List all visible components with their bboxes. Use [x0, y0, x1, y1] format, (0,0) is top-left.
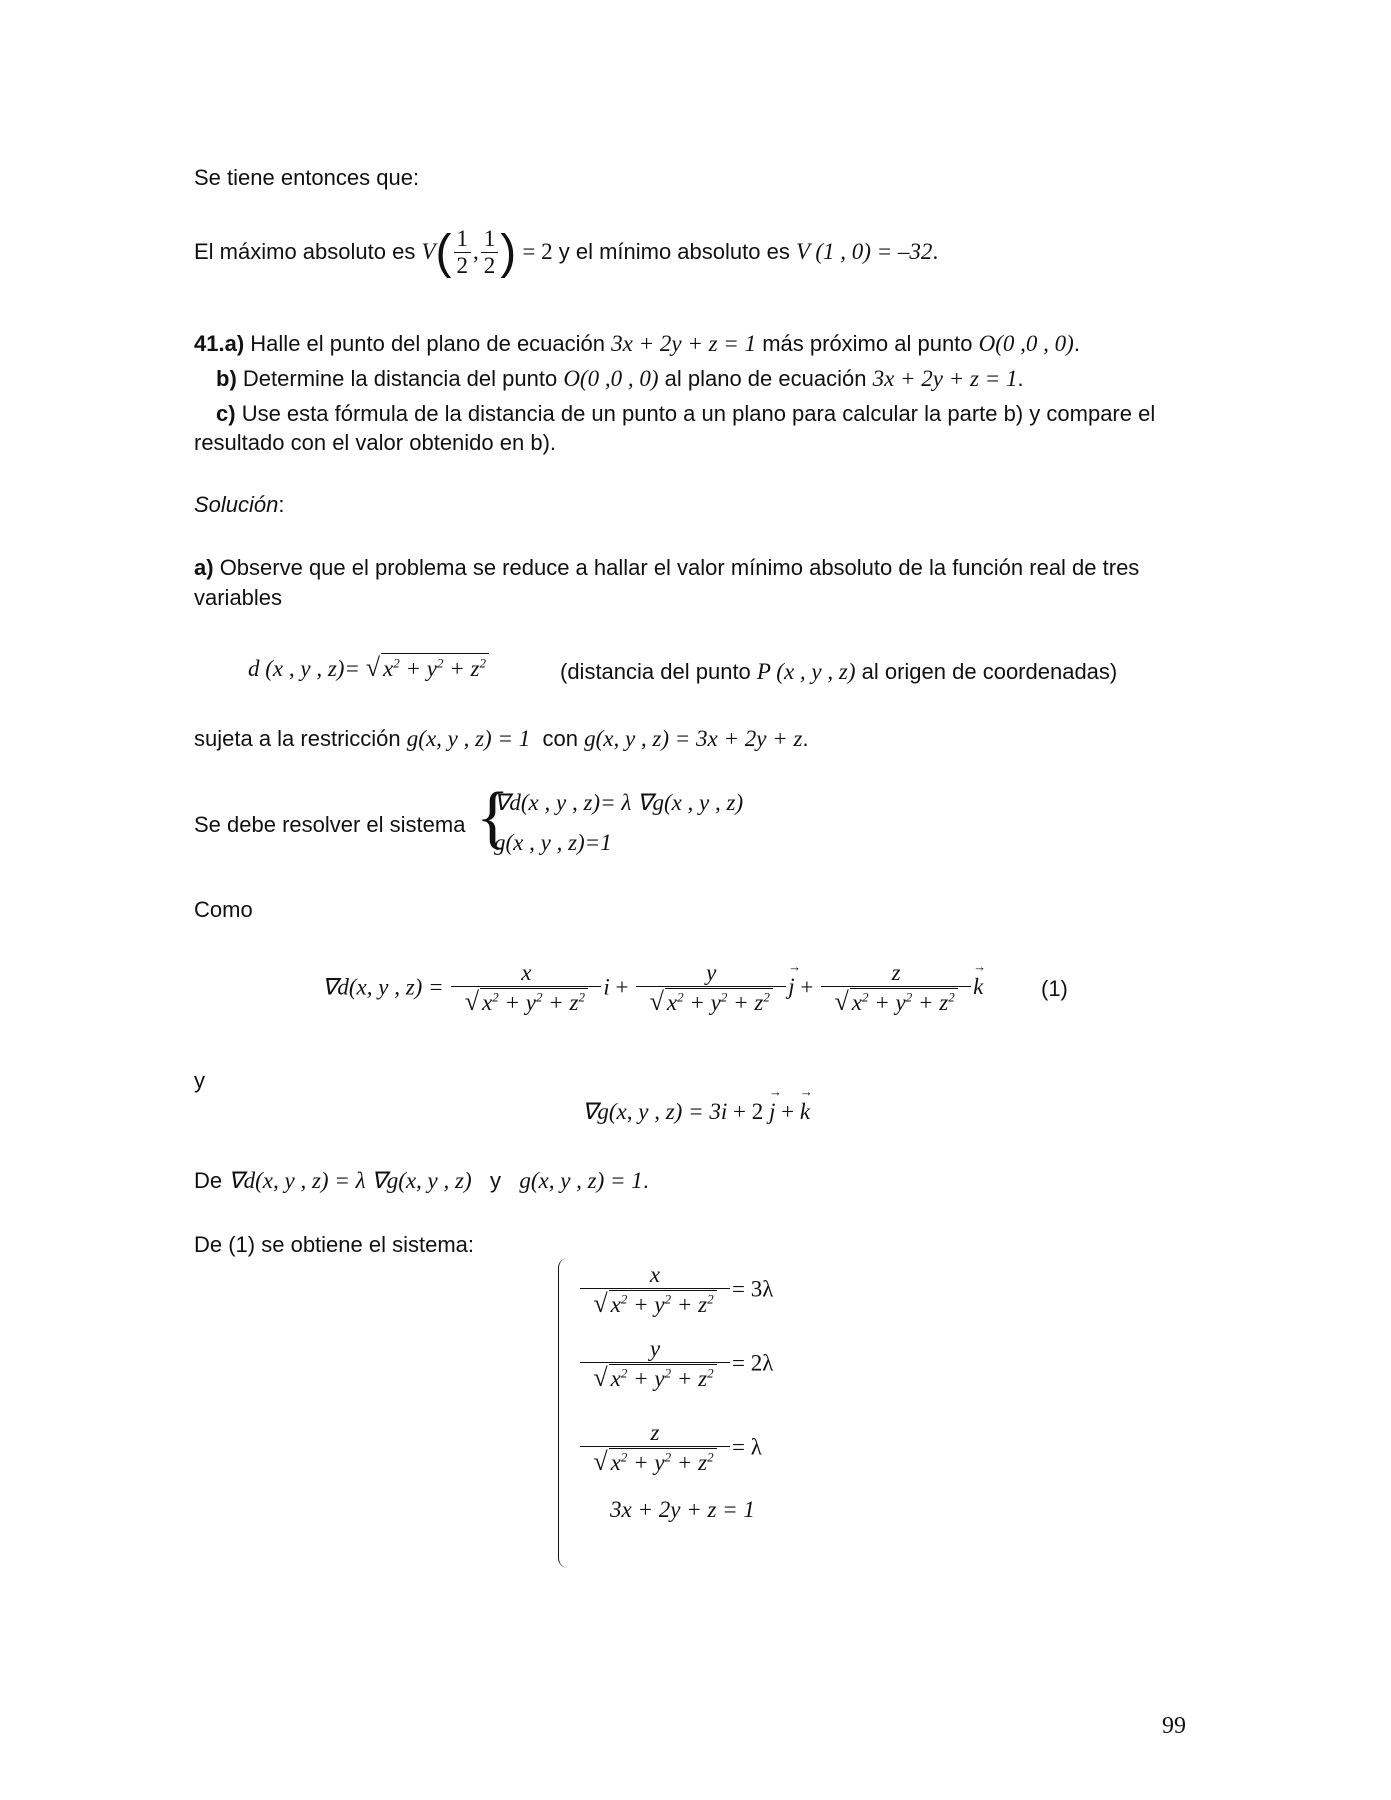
equation-tag-1: (1) [1041, 976, 1068, 1001]
problem-a-label: a) [224, 331, 245, 356]
point-p: P (x , y , z) [756, 659, 856, 684]
intro-text: Se tiene entonces que: [194, 165, 420, 190]
origin-point-b: O(0 ,0 , 0) [563, 366, 659, 391]
min-expr: V (1 , 0) = –32 [795, 238, 933, 264]
restriction-eq: g(x, y , z) = 1 [406, 726, 531, 751]
distance-function: d (x , y , z)= √ $x^2 + y^2 + z^2$ [248, 652, 489, 683]
system-eq-x: $\frac{x}{√ x^2 + y^2 + z^2}$ = 3λ [578, 1262, 773, 1319]
system-eq-y: $\frac{y}{√ x^2 + y^2 + z^2}$ = 2λ [578, 1336, 773, 1393]
part-a-label: a) [194, 555, 214, 580]
constraint-equation: g(x, y , z) = 1 [519, 1168, 643, 1193]
de-line: De ∇d(x, y , z) = λ ∇g(x, y , z) y g(x, y , z) = 1. [194, 1168, 649, 1193]
problem-c-label: c) [216, 401, 236, 426]
system-line2: g(x , y , z)=1 [494, 830, 612, 855]
problem-c-line2: resultado con el valor obtenido en b). [194, 430, 557, 455]
max-min-mid: y el mínimo absoluto es [558, 238, 790, 264]
como-text: Como [194, 897, 253, 922]
max-value: = 2 [522, 238, 553, 264]
problem-b-label: b) [216, 366, 237, 391]
lagrange-equation: ∇d(x, y , z) = λ ∇g(x, y , z) [228, 1168, 472, 1193]
de1-text: De (1) se obtiene el sistema: [194, 1232, 475, 1257]
gradient-d-equation: ∇d(x, y , z) = $\frac{x}{√ x^2 + y^2 + z^2}$ i + $\frac{y}{√ x^2 + y^2 + z^2}$ → j + $\frac{z}{√ x^2 + y^2 + z^2}$ → k [322, 960, 983, 1017]
problem-number: 41 [194, 331, 219, 356]
problem-b-line: b) Determine la distancia del punto O(0 ,0 , 0) al plano de ecuación 3x + 2y + z = 1. [216, 366, 1024, 391]
plane-equation: 3x + 2y + z = 1 [611, 331, 757, 356]
origin-point: O(0 ,0 , 0) [978, 331, 1074, 356]
system-brace: { [476, 779, 510, 856]
system-line1: ∇d(x , y , z)= λ ∇g(x , y , z) [494, 790, 744, 815]
problem-a-text2: más próximo al punto [762, 331, 973, 356]
g-definition: g(x, y , z) = 3x + 2y + z [584, 726, 803, 751]
distance-note: (distancia del punto P (x , y , z) al origen de coordenadas) [560, 659, 1118, 684]
restriction-line: sujeta a la restricción g(x, y , z) = 1 con g(x, y , z) = 3x + 2y + z. [194, 726, 809, 751]
gradient-g-equation: ∇g(x, y , z) = 3i + 2 → j + → k [582, 1098, 810, 1126]
system-eq-z: $\frac{z}{√ x^2 + y^2 + z^2}$ = λ [578, 1420, 762, 1477]
part-a-line2: variables [194, 585, 283, 610]
max-min-pre: El máximo absoluto es [194, 238, 416, 264]
solution-heading: Solución: [194, 492, 285, 517]
system-eq-plane: 3x + 2y + z = 1 [610, 1497, 755, 1522]
max-min-line: El máximo absoluto es V( $\frac{1}{2}$ , $\frac{1}{2}$ ) = 2 y el mínimo absoluto es V (1 , 0) = –32. [194, 225, 939, 279]
page-number: 99 [1162, 1713, 1186, 1739]
problem-a-text: Halle el punto del plano de ecuación [250, 331, 606, 356]
part-a-line1: a) Observe que el problema se reduce a hallar el valor mínimo absoluto de la función real de tres [194, 555, 1140, 580]
system-pre: Se debe resolver el sistema [194, 812, 466, 837]
problem-c-text: Use esta fórmula de la distancia de un punto a un plano para calcular la parte b) y compare el [241, 401, 1156, 426]
y-word: y [194, 1068, 205, 1093]
plane-equation-b: 3x + 2y + z = 1 [872, 366, 1018, 391]
problem-b-text: Determine la distancia del punto [242, 366, 558, 391]
max-func: V [421, 238, 436, 264]
problem-a-line: 41.a) Halle el punto del plano de ecuación 3x + 2y + z = 1 más próximo al punto O(0 ,0 , 0). [194, 331, 1080, 356]
problem-c-line [216, 401, 1155, 427]
problem-b-text2: al plano de ecuación [664, 366, 867, 391]
final-system-brace [558, 1258, 573, 1568]
